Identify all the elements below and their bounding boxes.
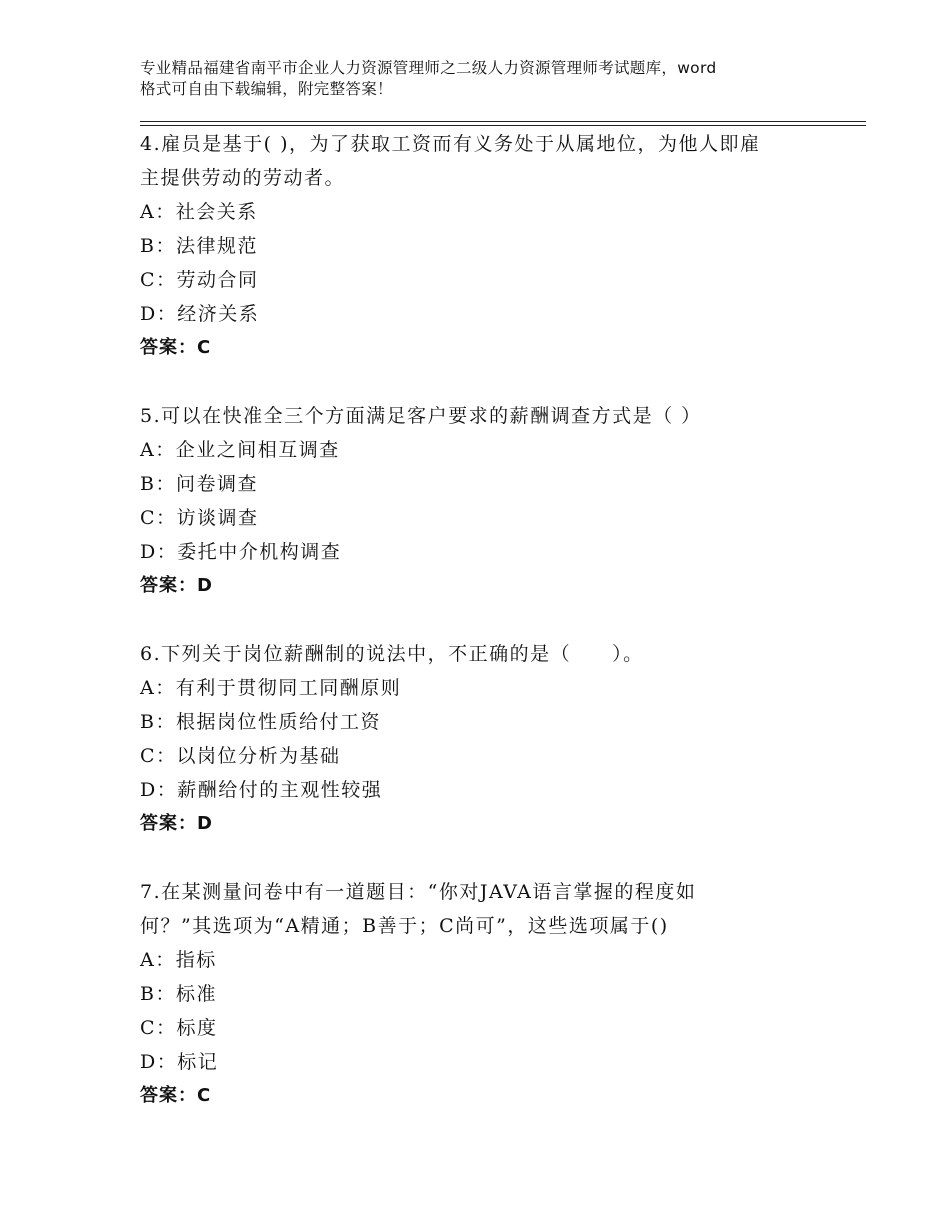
option-d: D：经济关系 xyxy=(140,303,260,325)
option-a: A：指标 xyxy=(140,949,217,971)
option-a: A：企业之间相互调查 xyxy=(140,439,340,461)
option-b: B：根据岗位性质给付工资 xyxy=(140,711,381,733)
question-7 xyxy=(140,875,840,1113)
answer-label: 答案：D xyxy=(140,575,213,596)
option-a: A：社会关系 xyxy=(140,201,258,223)
option-b: B：标准 xyxy=(140,983,217,1005)
header-title-line-2: 格式可自由下载编辑，附完整答案！ xyxy=(140,80,393,98)
question-stem: 主提供劳动的劳动者。 xyxy=(140,167,346,189)
question-stem: 6.下列关于岗位薪酬制的说法中，不正确的是（ ）。 xyxy=(140,643,644,665)
question-stem: 4.雇员是基于( )，为了获取工资而有义务处于从属地位，为他人即雇 xyxy=(140,133,761,155)
option-c: C：访谈调查 xyxy=(140,507,259,529)
option-d: D：标记 xyxy=(140,1051,219,1073)
option-c: C：以岗位分析为基础 xyxy=(140,745,341,767)
option-b: B：问卷调查 xyxy=(140,473,258,495)
answer-label: 答案：C xyxy=(140,337,212,358)
option-d: D：薪酬给付的主观性较强 xyxy=(140,779,383,801)
header-divider-thin xyxy=(140,125,866,126)
answer-label: 答案：D xyxy=(140,813,213,834)
document-header xyxy=(140,58,840,100)
question-6 xyxy=(140,637,840,841)
option-d: D：委托中介机构调查 xyxy=(140,541,342,563)
question-5 xyxy=(140,399,840,603)
question-4 xyxy=(140,127,840,365)
option-a: A：有利于贯彻同工同酬原则 xyxy=(140,677,402,699)
option-b: B：法律规范 xyxy=(140,235,258,257)
question-list xyxy=(140,127,840,1147)
question-stem: 何？”其选项为“A精通；B善于；C尚可”，这些选项属于() xyxy=(140,915,669,937)
header-title-line-1: 专业精品福建省南平市企业人力资源管理师之二级人力资源管理师考试题库，word xyxy=(140,59,717,77)
option-c: C：劳动合同 xyxy=(140,269,259,291)
question-stem: 7.在某测量问卷中有一道题目：“你对JAVA语言掌握的程度如 xyxy=(140,881,697,903)
header-divider-thick xyxy=(140,121,866,122)
answer-label: 答案：C xyxy=(140,1085,212,1106)
question-stem: 5.可以在快准全三个方面满足客户要求的薪酬调查方式是（ ） xyxy=(140,405,702,427)
option-c: C：标度 xyxy=(140,1017,218,1039)
